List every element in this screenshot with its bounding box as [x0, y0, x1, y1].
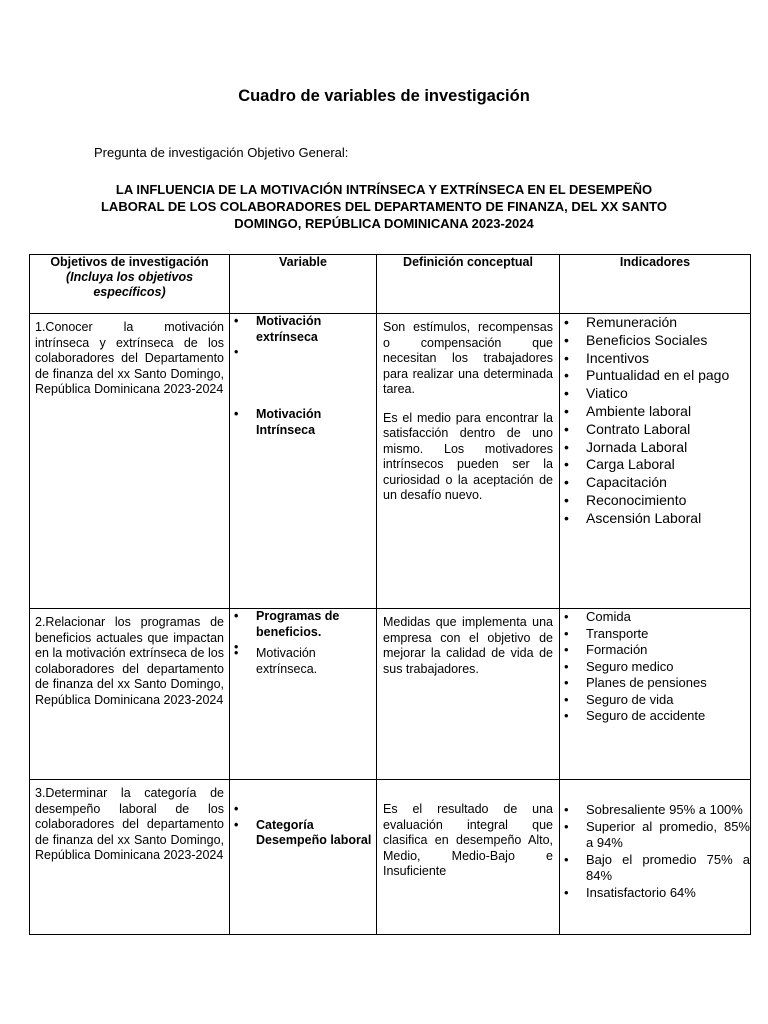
definition-text: [377, 314, 559, 504]
indicator-item: • Comida: [560, 609, 750, 626]
definition-text: Es el resultado de una evaluación integral que clasifica en desempeño Alto, Medio, Medio-Bajo e Insuficiente: [383, 802, 553, 878]
indicator-item: • Seguro medico: [560, 659, 750, 676]
indicator-item: • Jornada Laboral: [560, 439, 750, 457]
variable-cell: [230, 609, 377, 780]
variables-table: [29, 254, 751, 935]
indicator-item: • Reconocimiento: [560, 492, 750, 510]
variable-cell: [230, 780, 377, 935]
variable-cell: [230, 314, 377, 609]
definition-cell: [377, 609, 560, 780]
indicator-item: • Remuneración: [560, 314, 750, 332]
variable-list: [230, 314, 376, 438]
general-objective: LA INFLUENCIA DE LA MOTIVACIÓN INTRÍNSECA Y EXTRÍNSECA EN EL DESEMPEÑO LABORAL DE LOS COLABORADORES DEL DEPARTAMENTO DE FINANZA, DEL XX SANTO DOMINGO, REPÚBLICA DOMINICANA 2023-2024: [100, 182, 667, 231]
header-objectives-note: (Incluya los objetivos específicos): [65, 270, 194, 299]
indicator-list: [560, 314, 750, 528]
header-variable: Variable: [230, 255, 377, 314]
table-row: [30, 609, 751, 780]
variable-item: [230, 802, 376, 818]
indicator-item: • Seguro de vida: [560, 692, 750, 709]
header-objectives-label: Objetivos de investigación: [50, 255, 209, 269]
indicators-cell: [560, 314, 751, 609]
header-indicators: Indicadores: [560, 255, 751, 314]
objective-cell: [30, 780, 230, 935]
list-spacer: [230, 345, 376, 407]
objective-cell: [30, 609, 230, 780]
objective-cell: [30, 314, 230, 609]
indicators-cell: [560, 609, 751, 780]
objective-text: 2.Relacionar los programas de beneficios actuales que impactan en la motivación extrínseca de los colaboradores del departamento de finanza del xx Santo Domingo, República Dominicana 2023-2024: [35, 615, 224, 707]
objective-text: 3.Determinar la categoría de desempeño laboral de los colaboradores del departamento de finanza del xx Santo Domingo, República Dominicana 2023-2024: [35, 786, 224, 862]
research-question-label: Pregunta de investigación Objetivo General:: [94, 145, 349, 160]
indicator-item: • Formación: [560, 642, 750, 659]
variable-item: • Motivación extrínseca: [230, 314, 376, 345]
variable-list: [230, 609, 376, 677]
variable-list: [230, 780, 376, 849]
table-row: [30, 780, 751, 935]
indicator-item: • Ambiente laboral: [560, 403, 750, 421]
indicator-item: • Seguro de accidente: [560, 708, 750, 725]
indicator-item: • Sobresaliente 95% a 100%: [560, 802, 750, 819]
indicator-item: • Carga Laboral: [560, 456, 750, 474]
variable-item: • Motivación extrínseca.: [230, 646, 376, 677]
definition-cell: [377, 780, 560, 935]
definition-paragraph: Son estímulos, recompensas o compensación que necesitan los trabajadores para realizar una determinada tarea.: [383, 320, 553, 396]
indicator-item: • Contrato Laboral: [560, 421, 750, 439]
indicator-list: [560, 780, 750, 901]
indicator-item: • Planes de pensiones: [560, 675, 750, 692]
objective-text: 1.Conocer la motivación intrínseca y extrínseca de los colaboradores del Departamento de finanza del xx Santo Domingo, República Dominicana 2023-2024: [35, 320, 224, 396]
definition-text: Medidas que implementa una empresa con el objetivo de mejorar la calidad de vida de sus trabajadores.: [383, 615, 553, 676]
indicator-item: • Capacitación: [560, 474, 750, 492]
indicator-item: • Superior al promedio, 85% a 94%: [560, 819, 750, 852]
table-row: [30, 314, 751, 609]
indicators-cell: [560, 780, 751, 935]
definition-cell: [377, 314, 560, 609]
header-definition: Definición conceptual: [377, 255, 560, 314]
document-title: Cuadro de variables de investigación: [238, 87, 530, 105]
indicator-item: • Puntualidad en el pago: [560, 367, 750, 385]
indicator-list: [560, 609, 750, 725]
definition-paragraph: Es el medio para encontrar la satisfacción dentro de uno mismo. Los motivadores intrínsecos pueden ser la curiosidad o la aceptación de un desafío nuevo.: [383, 410, 553, 502]
indicator-item: • Transporte: [560, 626, 750, 643]
variable-item: • Motivación Intrínseca: [230, 407, 376, 438]
variable-item: • Programas de beneficios.: [230, 609, 376, 640]
variable-item: • Categoría Desempeño laboral: [230, 818, 376, 849]
indicator-item: • Ascensión Laboral: [560, 510, 750, 528]
header-objectives: [30, 255, 230, 314]
table-header-row: [30, 255, 751, 314]
indicator-item: • Incentivos: [560, 350, 750, 368]
indicator-item: • Beneficios Sociales: [560, 332, 750, 350]
indicator-item: • Bajo el promedio 75% a 84%: [560, 852, 750, 885]
indicator-item: • Insatisfactorio 64%: [560, 885, 750, 902]
indicator-item: • Viatico: [560, 385, 750, 403]
